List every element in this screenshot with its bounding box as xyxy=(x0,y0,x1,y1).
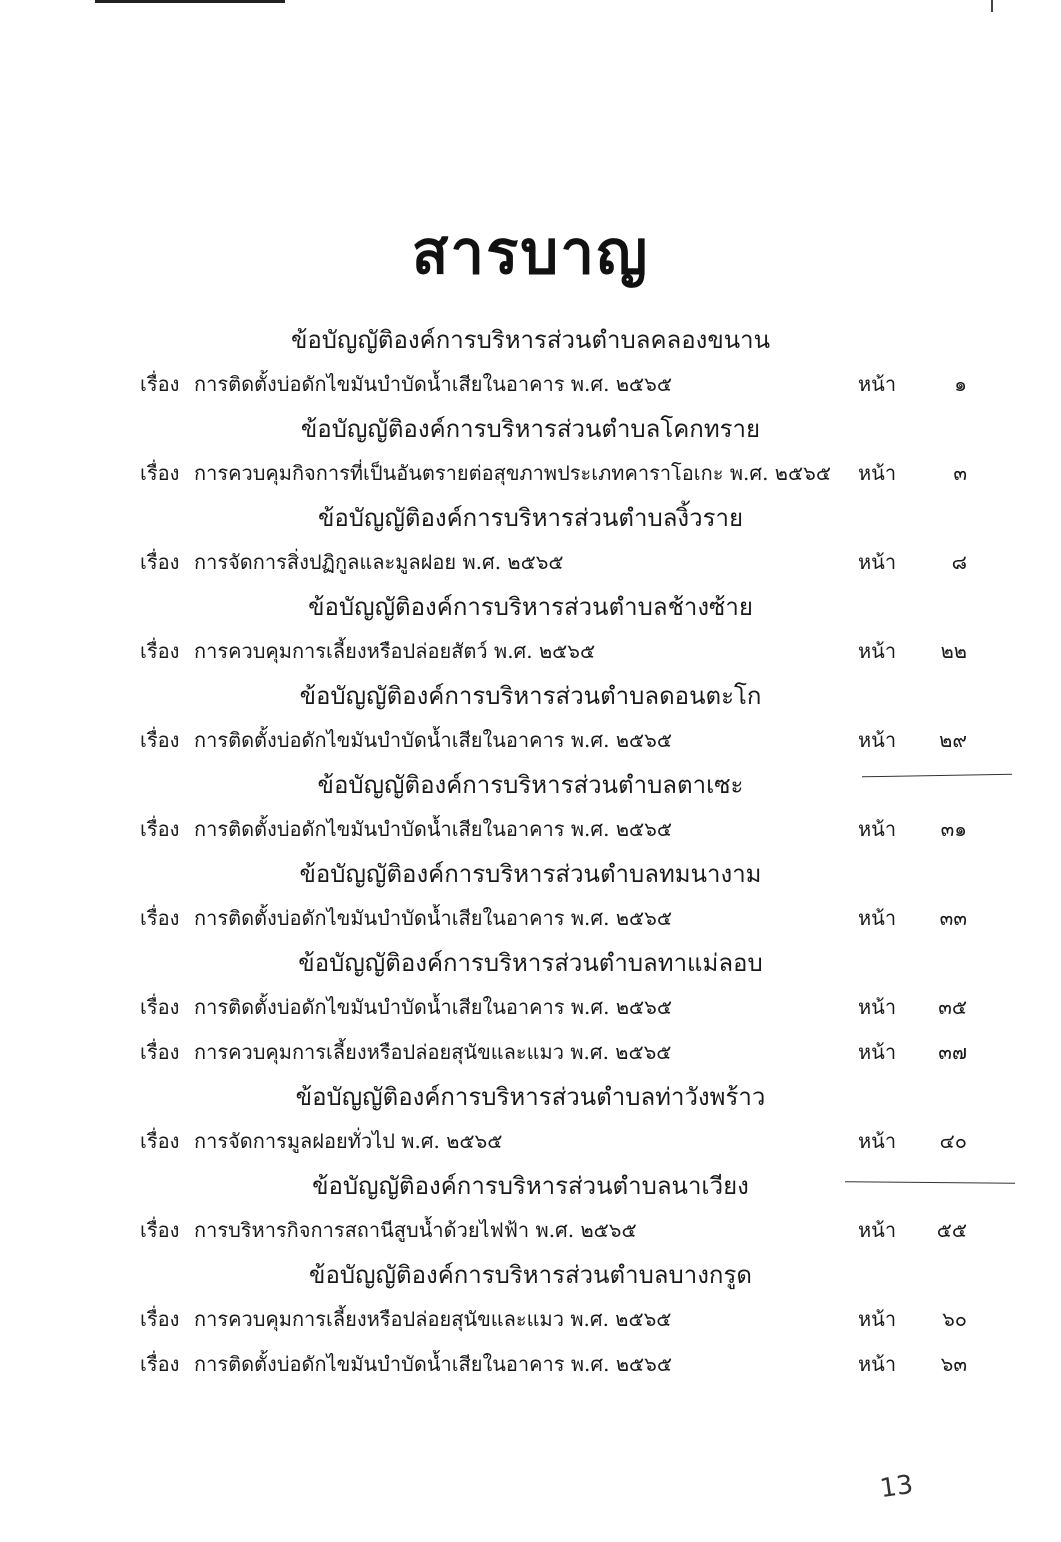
entry-page-number: ๘ xyxy=(951,550,967,574)
entry-lead: เรื่อง xyxy=(140,1307,180,1331)
page-title: สารบาญ xyxy=(411,218,650,288)
entry-page-number: ๕๕ xyxy=(936,1218,967,1242)
entry-subject: การติดตั้งบ่อดักไขมันบำบัดน้ำเสียในอาคาร พ.ศ. ๒๕๖๕ xyxy=(194,1352,672,1376)
toc-entry xyxy=(0,1297,1061,1342)
toc-entry xyxy=(0,896,1061,941)
entry-page-number: ๓๗ xyxy=(938,1040,967,1064)
entry-lead: เรื่อง xyxy=(140,995,180,1019)
toc-entry xyxy=(0,718,1061,763)
toc-entry xyxy=(0,985,1061,1030)
entry-lead: เรื่อง xyxy=(140,372,180,396)
entry-subject: การติดตั้งบ่อดักไขมันบำบัดน้ำเสียในอาคาร พ.ศ. ๒๕๖๕ xyxy=(194,372,672,396)
entry-lead: เรื่อง xyxy=(140,1352,180,1376)
entry-subject: การติดตั้งบ่อดักไขมันบำบัดน้ำเสียในอาคาร พ.ศ. ๒๕๖๕ xyxy=(194,906,672,930)
entry-page-word: หน้า xyxy=(858,1040,897,1064)
section-heading: ข้อบัญญัติองค์การบริหารส่วนตำบลงิ้วราย xyxy=(317,504,744,532)
section-heading: ข้อบัญญัติองค์การบริหารส่วนตำบลคลองขนาน xyxy=(290,326,771,354)
section-heading: ข้อบัญญัติองค์การบริหารส่วนตำบลท่าวังพร้าว xyxy=(295,1083,766,1111)
entry-page-word: หน้า xyxy=(858,1307,897,1331)
entry-subject: การจัดการมูลฝอยทั่วไป พ.ศ. ๒๕๖๕ xyxy=(194,1129,503,1153)
entry-subject: การควบคุมการเลี้ยงหรือปล่อยสุนัขและแมว พ.ศ. ๒๕๖๕ xyxy=(194,1307,672,1331)
entry-page-word: หน้า xyxy=(858,1352,897,1376)
section-heading: ข้อบัญญัติองค์การบริหารส่วนตำบลตาเซะ xyxy=(317,771,744,799)
entry-lead: เรื่อง xyxy=(140,1218,180,1242)
entry-subject: การควบคุมการเลี้ยงหรือปล่อยสัตว์ พ.ศ. ๒๕๖๕ xyxy=(194,639,596,663)
entry-page-number: ๓๑ xyxy=(940,817,967,841)
entry-page-word: หน้า xyxy=(858,995,897,1019)
entry-page-number: ๓๕ xyxy=(938,995,967,1019)
entry-page-number: ๒๒ xyxy=(940,639,967,663)
page-edge-mark xyxy=(95,0,285,3)
entry-page-number: ๓๓ xyxy=(939,906,967,930)
entry-page-number: ๖๐ xyxy=(942,1307,967,1331)
entry-page-word: หน้า xyxy=(858,461,897,485)
entry-page-word: หน้า xyxy=(858,1129,897,1153)
entry-subject: การติดตั้งบ่อดักไขมันบำบัดน้ำเสียในอาคาร พ.ศ. ๒๕๖๕ xyxy=(194,817,672,841)
entry-page-word: หน้า xyxy=(858,639,897,663)
toc-entry xyxy=(0,1119,1061,1164)
toc-entry xyxy=(0,540,1061,585)
entry-page-word: หน้า xyxy=(858,906,897,930)
entry-page-number: ๓ xyxy=(953,461,967,485)
entry-lead: เรื่อง xyxy=(140,639,180,663)
entry-page-number: ๔๐ xyxy=(939,1129,967,1153)
toc-entry xyxy=(0,1208,1061,1253)
entry-lead: เรื่อง xyxy=(140,906,180,930)
toc-entry xyxy=(0,1030,1061,1075)
toc-entry xyxy=(0,629,1061,674)
entry-page-word: หน้า xyxy=(858,817,897,841)
section-heading: ข้อบัญญัติองค์การบริหารส่วนตำบลดอนตะโก xyxy=(299,682,762,710)
section-heading: ข้อบัญญัติองค์การบริหารส่วนตำบลบางกรูด xyxy=(309,1261,752,1289)
section-heading: ข้อบัญญัติองค์การบริหารส่วนตำบลโคกทราย xyxy=(300,415,761,443)
entry-subject: การติดตั้งบ่อดักไขมันบำบัดน้ำเสียในอาคาร พ.ศ. ๒๕๖๕ xyxy=(194,995,672,1019)
entry-lead: เรื่อง xyxy=(140,1040,180,1064)
entry-lead: เรื่อง xyxy=(140,461,180,485)
entry-page-number: ๒๙ xyxy=(939,728,967,752)
section-heading: ข้อบัญญัติองค์การบริหารส่วนตำบลนาเวียง xyxy=(312,1172,749,1200)
section-heading: ข้อบัญญัติองค์การบริหารส่วนตำบลทาแม่ลอบ xyxy=(298,949,763,977)
entry-subject: การติดตั้งบ่อดักไขมันบำบัดน้ำเสียในอาคาร พ.ศ. ๒๕๖๕ xyxy=(194,728,672,752)
handwritten-page-number: 13 xyxy=(878,1469,916,1505)
entry-lead: เรื่อง xyxy=(140,817,180,841)
entry-page-number: ๑ xyxy=(954,372,967,396)
entry-lead: เรื่อง xyxy=(140,550,180,574)
toc-entry xyxy=(0,362,1061,407)
table-of-contents xyxy=(0,318,1061,1387)
section-heading: ข้อบัญญัติองค์การบริหารส่วนตำบลทมนางาม xyxy=(299,860,762,888)
toc-entry xyxy=(0,807,1061,852)
entry-page-number: ๖๓ xyxy=(940,1352,967,1376)
entry-page-word: หน้า xyxy=(858,550,897,574)
entry-page-word: หน้า xyxy=(858,1218,897,1242)
entry-lead: เรื่อง xyxy=(140,728,180,752)
section-heading: ข้อบัญญัติองค์การบริหารส่วนตำบลช้างซ้าย xyxy=(308,593,753,621)
entry-lead: เรื่อง xyxy=(140,1129,180,1153)
entry-page-word: หน้า xyxy=(858,372,897,396)
entry-subject: การบริหารกิจการสถานีสูบน้ำด้วยไฟฟ้า พ.ศ. ๒๕๖๕ xyxy=(194,1218,637,1242)
entry-subject: การควบคุมกิจการที่เป็นอันตรายต่อสุขภาพประเภทคาราโอเกะ พ.ศ. ๒๕๖๕ xyxy=(194,461,831,485)
entry-page-word: หน้า xyxy=(858,728,897,752)
toc-entry xyxy=(0,1342,1061,1387)
page-edge-mark xyxy=(991,0,993,12)
entry-subject: การจัดการสิ่งปฏิกูลและมูลฝอย พ.ศ. ๒๕๖๕ xyxy=(194,550,564,574)
toc-entry xyxy=(0,451,1061,496)
entry-subject: การควบคุมการเลี้ยงหรือปล่อยสุนัขและแมว พ.ศ. ๒๕๖๕ xyxy=(194,1040,672,1064)
